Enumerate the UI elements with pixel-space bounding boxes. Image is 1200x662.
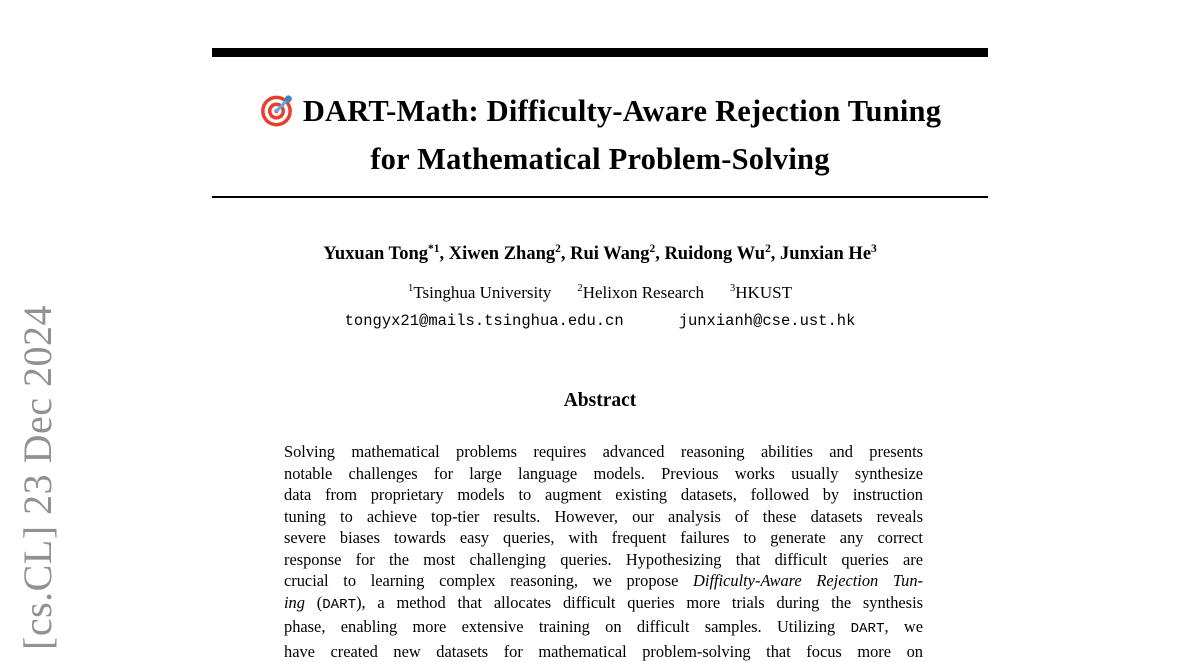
abstract-line: phase, enabling more extensive training on difficult samples. Utilizing DART, we <box>284 616 923 641</box>
paper-title-line1 <box>212 91 988 139</box>
affiliation: $^3$HKUST <box>730 283 792 302</box>
abstract-line: have created new datasets for mathematical problem-solving that focus more on <box>284 641 923 662</box>
abstract-line: response for the most challenging queries. Hypothesizing that difficult queries are <box>284 549 923 571</box>
dartboard-emoji-icon <box>259 91 296 139</box>
top-rule <box>212 48 988 57</box>
email-address: junxianh@cse.ust.hk <box>679 312 856 330</box>
abstract-line: notable challenges for large language models. Previous works usually synthesize <box>284 463 923 485</box>
emails-line <box>212 312 988 330</box>
abstract-heading: Abstract <box>212 390 988 412</box>
abstract-line: Solving mathematical problems requires advanced reasoning abilities and presents <box>284 441 923 463</box>
email-address: tongyx21@mails.tsinghua.edu.cn <box>345 312 624 330</box>
affiliation: $^1$Tsinghua University <box>408 283 551 302</box>
abstract-body <box>284 441 923 662</box>
affiliations-line <box>212 283 988 303</box>
arxiv-watermark: [cs.CL] 23 Dec 2024 <box>14 305 61 650</box>
abstract-line: severe biases towards easy queries, with frequent failures to generate any correct <box>284 527 923 549</box>
affiliation: $^2$Helixon Research <box>577 283 704 302</box>
title-rule <box>212 196 988 198</box>
paper-title-line2: for Mathematical Problem-Solving <box>212 139 988 180</box>
abstract-line: tuning to achieve top-tier results. However, our analysis of these datasets reveals <box>284 506 923 528</box>
author: Xiwen Zhang$^2$, <box>449 244 570 264</box>
author: Ruidong Wu$^2$, <box>664 244 780 264</box>
abstract-line: ing (DART), a method that allocates difficult queries more trials during the synthesis <box>284 592 923 617</box>
author: Junxian He$^3$ <box>780 244 877 264</box>
authors-line <box>212 243 988 265</box>
author: Rui Wang$^2$, <box>570 244 664 264</box>
title-text-line1: DART-Math: Difficulty-Aware Rejection Tuning <box>303 94 941 128</box>
author: Yuxuan Tong$^{*1}$, <box>323 244 448 264</box>
abstract-line: data from proprietary models to augment existing datasets, followed by instruction <box>284 484 923 506</box>
paper-title <box>212 91 988 180</box>
abstract-line: crucial to learning complex reasoning, we propose Difficulty-Aware Rejection Tun- <box>284 570 923 592</box>
